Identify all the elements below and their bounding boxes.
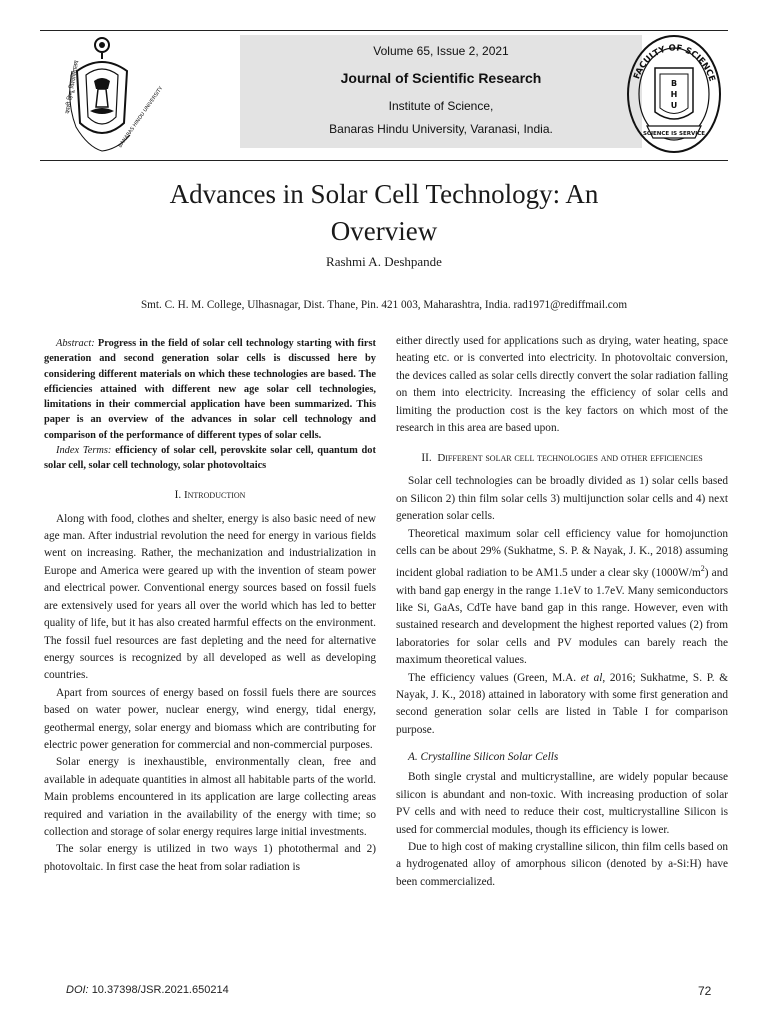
text-run: ) and with band gap energy in the range 1.1eV to 1.7eV. Many semiconductors like Si, GaAs, CdTe have band gap in this range. However, even with sustained research and development the highest reported values (2) from laboratories for solar cells and PV modules can barely reach the maximum theoretical values. xyxy=(396,567,728,667)
subsection-heading: A. Crystalline Silicon Solar Cells xyxy=(408,751,559,764)
svg-text:U: U xyxy=(670,101,678,110)
paragraph xyxy=(396,670,728,740)
et-al: et al xyxy=(580,671,603,684)
abstract-text: Progress in the field of solar cell technology starting with first generation and second generation solar cells is discussed here by considering different materials on which these technologies are based. The efficiencies attained with different new age solar cell technologies, limitations in their commercial application have been summarized. This paper is an overview of the advances in solar cell technology and comparison of the performance of different types of solar cells. xyxy=(44,338,376,441)
svg-text:BANARAS HINDU UNIVERSITY: BANARAS HINDU UNIVERSITY xyxy=(117,85,162,149)
paragraph: Along with food, clothes and shelter, energy is also basic need of new age man. After industrial revolution the need for energy in various fields went on increasing. Rather, the mechanization and industrialization in Europe and America were geared up with the invention of steam power and electrical power. Conventional energy sources based on fossil fuels are extensively used for years all over the world which has led to better quality of life, but it has also created harmful effects on the environment. The fossil fuel resources are fast depleting and the need for alternative energy sources is recognized by all developed as well as developing countries. xyxy=(44,512,376,682)
abstract-label: Abstract: xyxy=(56,338,95,349)
text-run: The efficiency values (Green, M.A. xyxy=(408,671,581,684)
index-terms-label: Index Terms: xyxy=(56,445,112,457)
svg-text:काशी हिन्दू विश्वविद्यालय: काशी हिन्दू विश्वविद्यालय xyxy=(64,59,81,115)
index-terms xyxy=(44,443,376,474)
institute-name: Institute of Science, xyxy=(388,99,494,113)
faculty-seal-icon xyxy=(625,34,723,156)
section-number: II. xyxy=(421,452,432,465)
paragraph: Solar energy is inexhaustible, environmentally clean, free and available in adequate quantities in almost all habitable parts of the world. Main problems encountered in its application are large collecting areas required and variation in the availability of the energy with time; so collection and storage of solar energy requires large initial investments. xyxy=(44,756,376,838)
svg-text:H: H xyxy=(670,90,678,99)
index-terms-text: efficiency of solar cell, perovskite solar cell, quantum dot solar cell, solar cell technology, solar photovoltaics xyxy=(44,445,376,472)
paragraph xyxy=(396,526,728,670)
title-line-2: Overview xyxy=(330,216,438,246)
svg-text:FACULTY OF SCIENCE: FACULTY OF SCIENCE xyxy=(632,43,717,83)
section-heading-introduction xyxy=(44,488,376,503)
author-name: Rashmi A. Deshpande xyxy=(326,254,442,269)
university-name: Banaras Hindu University, Varanasi, India. xyxy=(329,122,553,136)
section-number: I. xyxy=(174,488,182,501)
journal-name: Journal of Scientific Research xyxy=(340,70,542,86)
left-column xyxy=(44,336,376,876)
doi-value: 10.37398/JSR.2021.650214 xyxy=(91,984,229,996)
journal-header xyxy=(40,31,728,161)
right-column xyxy=(396,333,728,891)
svg-text:B: B xyxy=(670,79,678,88)
volume-issue: Volume 65, Issue 2, 2021 xyxy=(373,44,509,58)
paragraph: Both single crystal and multicrystalline, are widely popular because silicon is abundant and non-toxic. With increasing production of solar PV cells and with need to reduce their cost, multicrystalline Silicon is used for commercial modules, though its efficiency is lower. xyxy=(396,771,728,836)
paragraph: Solar cell technologies can be broadly divided as 1) solar cells based on Silicon 2) thin film solar cells 3) multijunction solar cells and 4) next generation solar cells. xyxy=(396,475,728,523)
bhu-logo xyxy=(62,31,162,157)
text-run: Theoretical maximum solar cell efficiency value for homojunction cells can be about 29% (Sukhatme, S. P. & Nayak, J. K., 2018) assuming incident global radiation to be AM1.5 under a clear sky (1000W/m xyxy=(396,527,728,580)
section-heading-technologies xyxy=(396,451,728,465)
paragraph: Due to high cost of making crystalline silicon, thin film cells based on a hydrogenated alloy of amorphous silicon (denoted by a-Si:H) have been commercialized. xyxy=(396,840,728,888)
faculty-of-science-logo xyxy=(625,34,723,156)
author-affiliation: Smt. C. H. M. College, Ulhasnagar, Dist. Thane, Pin. 421 003, Maharashtra, India. rad1971@rediffmail.com xyxy=(140,299,628,311)
page-number: 72 xyxy=(698,984,712,998)
paragraph: either directly used for applications such as drying, water heating, space heating etc. or is converted into electricity. In photovoltaic conversion, the devices called as solar cells directly convert the solar radiation falling on them into electricity. Increasing the efficiency of solar cells and limiting the production cost is the key factors on which most of the research in this area are based upon. xyxy=(396,335,728,435)
svg-text:SCIENCE IS SERVICE: SCIENCE IS SERVICE xyxy=(642,131,706,137)
abstract xyxy=(44,336,376,443)
title-line-1: Advances in Solar Cell Technology: An xyxy=(169,179,599,209)
superscript: 2 xyxy=(700,564,705,574)
doi xyxy=(66,984,229,996)
section-title: Different solar cell technologies and other efficiencies xyxy=(437,452,703,465)
doi-label: DOI: xyxy=(66,984,89,996)
paragraph: Apart from sources of energy based on fossil fuels there are sources based on water power, nuclear energy, wind energy, tidal energy, geothermal energy, solar energy and biomass which are contributing for electric power generation for commercial and non-commercial purposes. xyxy=(44,686,376,751)
section-title: Introduction xyxy=(183,488,246,501)
text-run: , 2016; Sukhatme, S. P. & Nayak, J. K., 2018) attained in laboratory with some first generation and second generation solar cells are listed in Table I for comparison purpose. xyxy=(396,671,729,736)
paragraph: The solar energy is utilized in two ways 1) photothermal and 2) photovoltaic. In first case the heat from solar radiation is xyxy=(44,843,376,873)
paper-title xyxy=(60,176,708,250)
bhu-emblem-icon xyxy=(62,31,162,157)
